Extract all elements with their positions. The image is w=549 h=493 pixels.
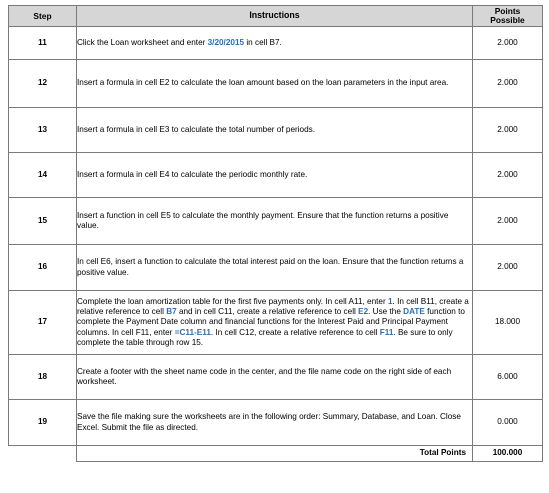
instruction-fragment: Create a footer with the sheet name code in the center, and the file name code on the right side of each worksheet. [77, 366, 452, 386]
instruction-text [77, 400, 473, 446]
points-value: 0.000 [473, 400, 543, 446]
table-row [9, 245, 543, 291]
step-number: 12 [9, 60, 77, 108]
highlighted-value: 3/20/2015 [207, 37, 245, 47]
instruction-fragment: . In cell B11, create a relative reference to cell [77, 296, 469, 317]
instruction-text [77, 355, 473, 400]
instruction-text [77, 60, 473, 108]
highlighted-value: F11 [379, 327, 394, 337]
instruction-text [77, 153, 473, 198]
instruction-text [77, 27, 473, 60]
table-header-row [9, 6, 543, 27]
points-value: 2.000 [473, 245, 543, 291]
instruction-fragment: . Be sure to only complete the table through row 15. [77, 327, 453, 347]
table-body [9, 27, 543, 446]
instruction-fragment: and in cell C11, create a relative reference to cell [176, 307, 359, 317]
step-number: 18 [9, 355, 77, 400]
step-number: 13 [9, 108, 77, 153]
instruction-fragment: Complete the loan amortization table for the first five payments only. In cell A11, enter [77, 296, 388, 306]
points-value: 2.000 [473, 27, 543, 60]
table-row [9, 198, 543, 245]
instruction-fragment: Insert a formula in cell E3 to calculate the total number of periods. [77, 124, 316, 134]
instruction-fragment: Insert a formula in cell E2 to calculate the loan amount based on the loan parameters in the input area. [77, 78, 449, 88]
instructions-document [8, 5, 543, 462]
instruction-text [77, 291, 473, 355]
points-value: 18.000 [473, 291, 543, 355]
total-points-value: 100.000 [473, 446, 543, 462]
table-row [9, 153, 543, 198]
highlighted-value: 1 [387, 296, 393, 306]
points-header-line1: Points [494, 6, 521, 17]
instruction-fragment: in cell B7. [244, 37, 282, 47]
step-number: 16 [9, 245, 77, 291]
step-number: 11 [9, 27, 77, 60]
instruction-fragment: Save the file making sure the worksheets are in the following order: Summary, Database, and Loan. Close Excel. Submit the file as directed. [77, 412, 461, 432]
points-value: 2.000 [473, 198, 543, 245]
points-value: 6.000 [473, 355, 543, 400]
highlighted-value: DATE [403, 307, 425, 317]
step-number: 14 [9, 153, 77, 198]
instructions-column-header: Instructions [77, 6, 473, 27]
step-number: 19 [9, 400, 77, 446]
total-blank-cell [9, 446, 77, 462]
table-row [9, 400, 543, 446]
total-row [9, 446, 543, 462]
table-row [9, 60, 543, 108]
instruction-fragment: function to complete the Payment Date column and financial functions for the Interest Paid and Principal Payment columns. In cell F11, enter [77, 307, 465, 337]
table-row [9, 108, 543, 153]
highlighted-value: E2 [358, 307, 369, 317]
highlighted-value: =C11-E11 [174, 327, 211, 337]
step-number: 15 [9, 198, 77, 245]
step-column-header: Step [9, 6, 77, 27]
points-value: 2.000 [473, 60, 543, 108]
highlighted-value: B7 [166, 307, 177, 317]
step-number: 17 [9, 291, 77, 355]
instruction-text [77, 198, 473, 245]
instruction-text [77, 245, 473, 291]
total-points-label: Total Points [77, 446, 473, 462]
table-row [9, 291, 543, 355]
table-row [9, 355, 543, 400]
table-row [9, 27, 543, 60]
points-header-line2: Possible [490, 15, 525, 25]
points-value: 2.000 [473, 153, 543, 198]
instruction-fragment: Insert a formula in cell E4 to calculate the periodic monthly rate. [77, 169, 308, 179]
instruction-fragment: . Use the [368, 307, 404, 317]
instruction-fragment: . In cell C12, create a relative reference to cell [210, 327, 380, 337]
grading-table [8, 5, 543, 462]
instruction-fragment: Click the Loan worksheet and enter [77, 37, 208, 47]
instruction-text [77, 108, 473, 153]
points-value: 2.000 [473, 108, 543, 153]
points-column-header [473, 6, 543, 27]
instruction-fragment: Insert a function in cell E5 to calculate the monthly payment. Ensure that the function returns a positive value. [77, 210, 449, 230]
instruction-fragment: In cell E6, insert a function to calculate the total interest paid on the loan. Ensure that the function returns a positive value. [77, 257, 464, 277]
